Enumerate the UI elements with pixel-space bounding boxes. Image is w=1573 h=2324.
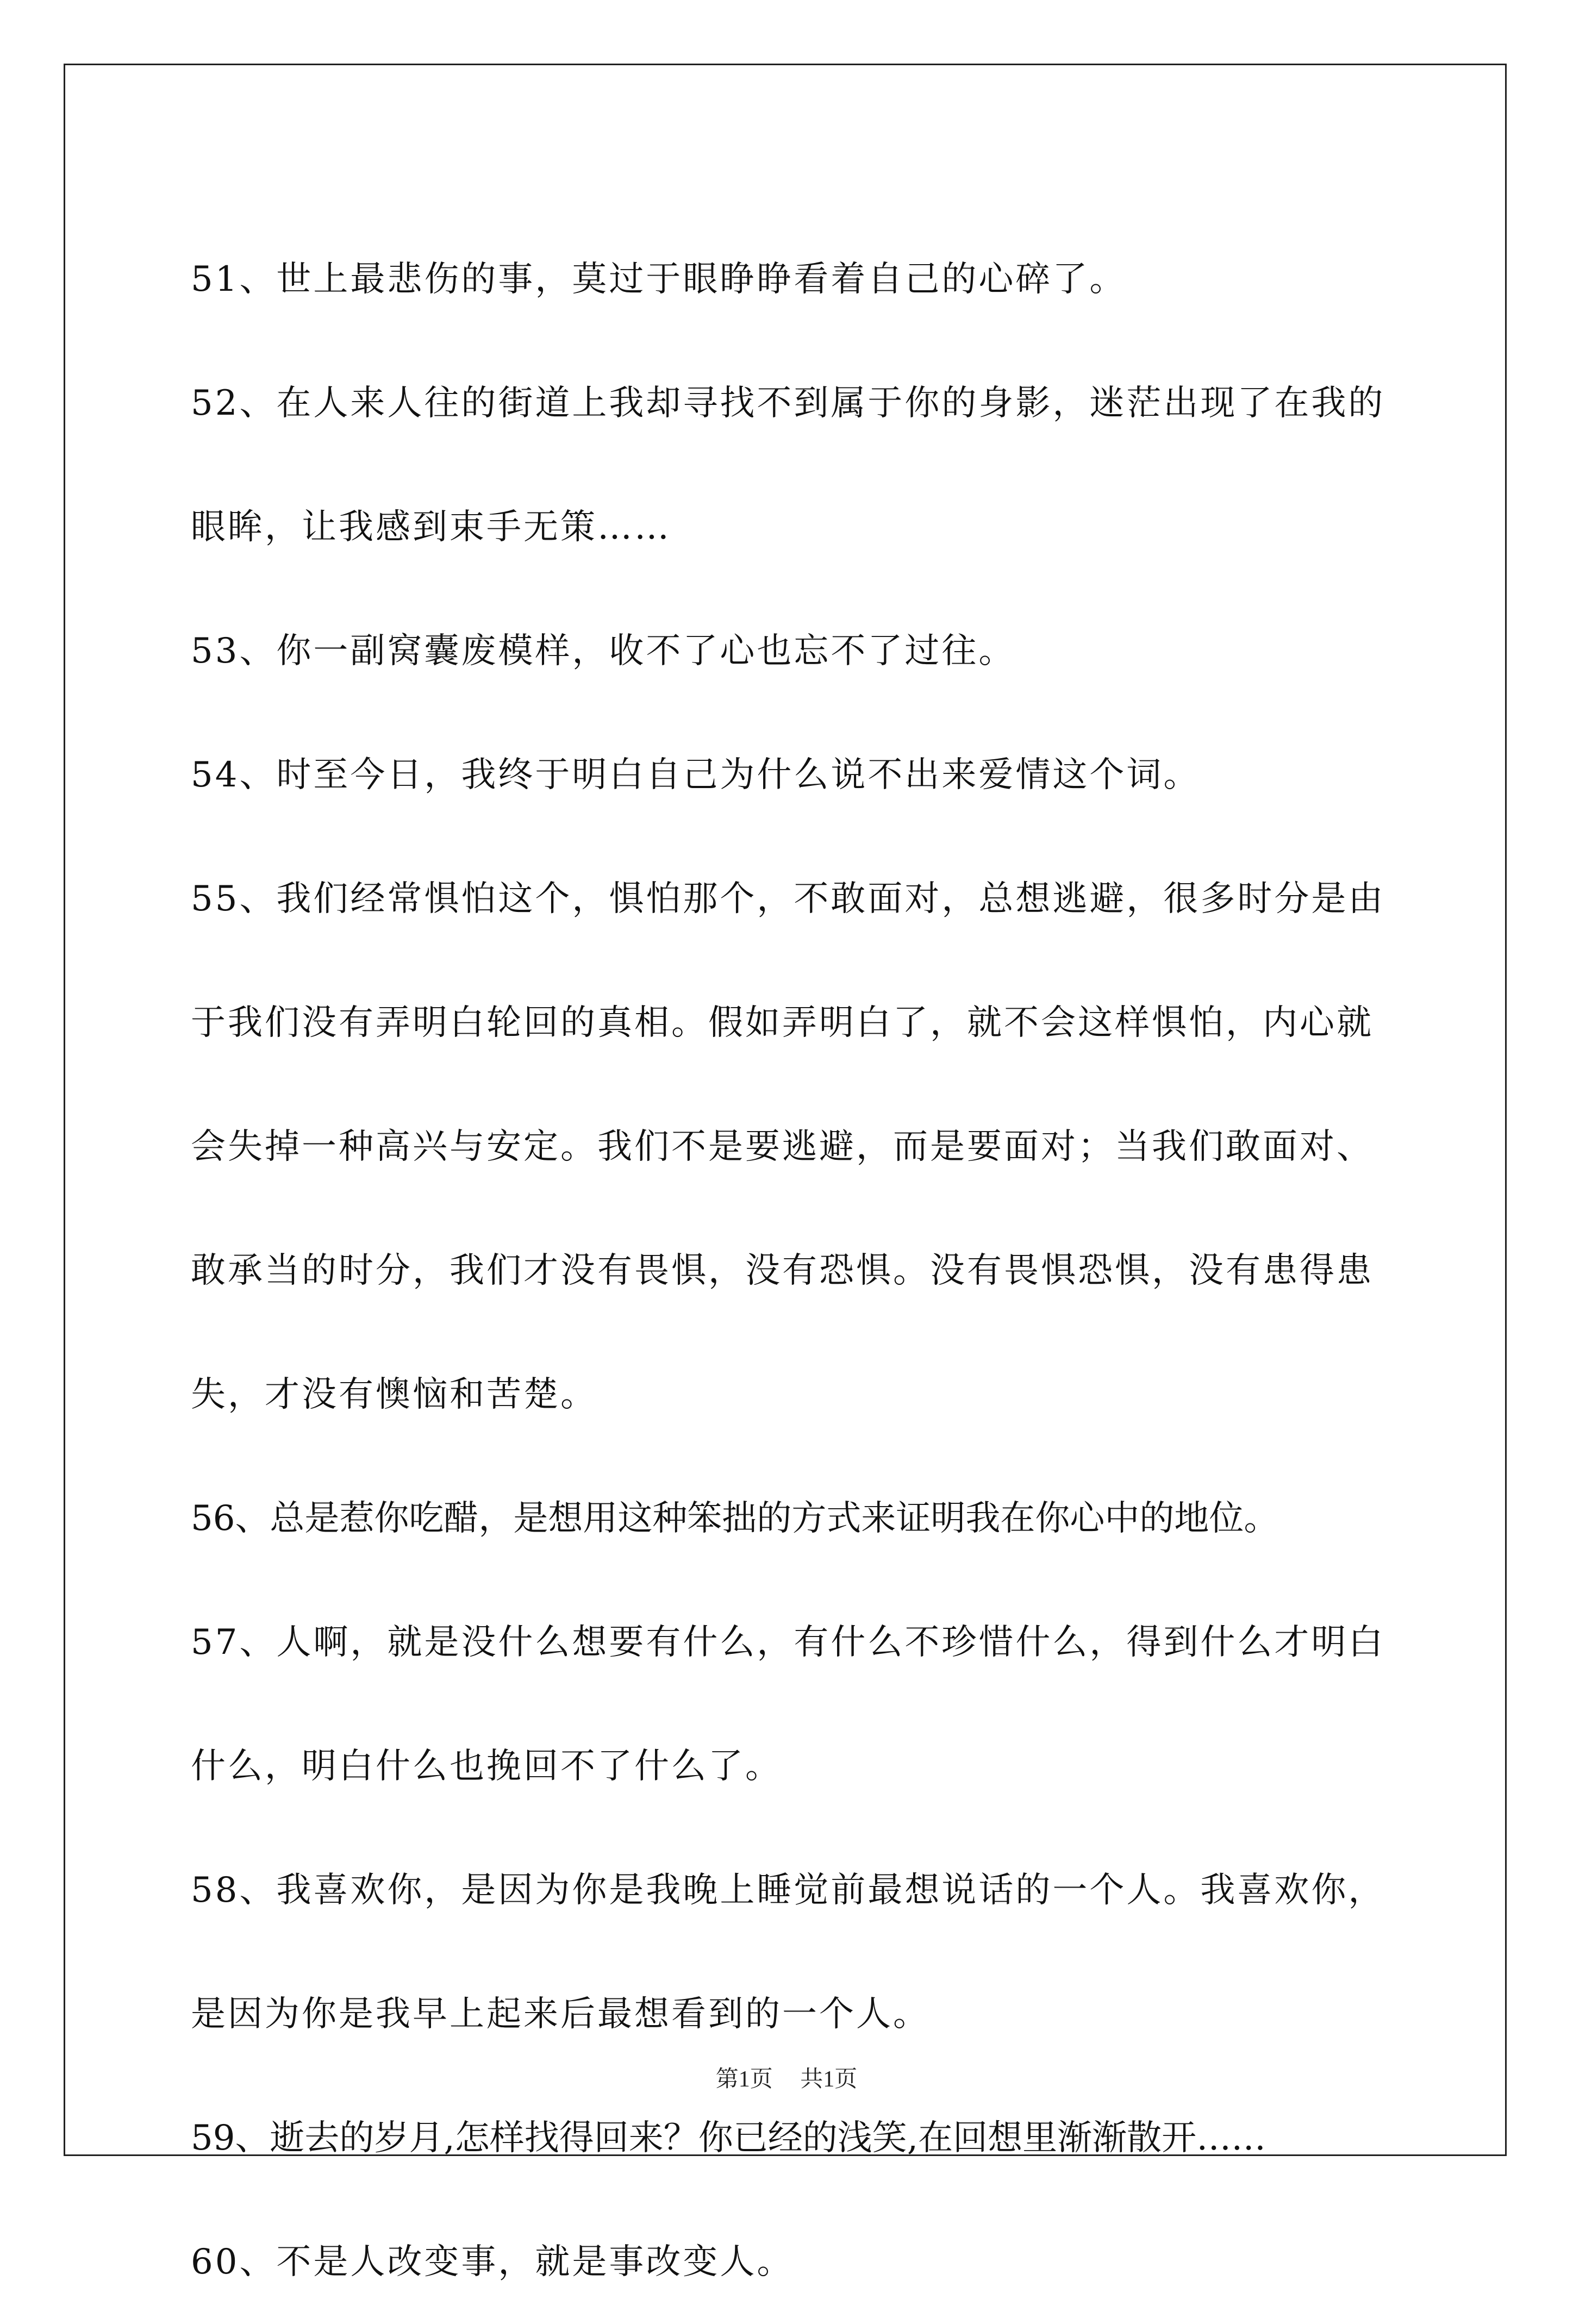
paragraph-55: 55、我们经常惧怕这个，惧怕那个，不敢面对，总想逃避，很多时分是由于我们没有弄明白轮回的真相。假如弄明白了，就不会这样惧怕，内心就会失掉一种高兴与安定。我们不是要逃避，而是要面对；当我们敢面对、敢承当的时分，我们才没有畏惧，没有恐惧。没有畏惧恐惧，没有患得患失，才没有懊恼和苦楚。 (191, 879, 1385, 1415)
page-footer (0, 2061, 1573, 2094)
paragraph-56: 56、总是惹你吃醋，是想用这种笨拙的方式来证明我在你心中的地位。 (191, 1498, 1279, 1539)
paragraph-52: 52、在人来人往的街道上我却寻找不到属于你的身影，迷茫出现了在我的眼眸，让我感到束手无策…… (191, 383, 1385, 547)
paragraph-58: 58、我喜欢你，是因为你是我晚上睡觉前最想说话的一个人。我喜欢你，是因为你是我早上起来后最想看到的一个人。 (191, 1870, 1385, 2034)
paragraph-54: 54、时至今日，我终于明白自己为什么说不出来爱情这个词。 (191, 755, 1201, 795)
paragraph-60: 60、不是人改变事，就是事改变人。 (191, 2242, 794, 2282)
page-total: 共1页 (800, 2067, 858, 2092)
paragraph-53: 53、你一副窝囊废模样，收不了心也忘不了过往。 (191, 631, 1016, 671)
document-body (191, 217, 1397, 2324)
paragraph-51: 51、世上最悲伤的事，莫过于眼睁睁看着自己的心碎了。 (191, 259, 1127, 299)
page-number: 第1页 (715, 2067, 773, 2092)
paragraph-59: 59、逝去的岁月,怎样找得回来？你已经的浅笑,在回想里渐渐散开…… (191, 2118, 1266, 2158)
paragraph-57: 57、人啊，就是没什么想要有什么，有什么不珍惜什么，得到什么才明白什么，明白什么也挽回不了什么了。 (191, 1622, 1385, 1786)
